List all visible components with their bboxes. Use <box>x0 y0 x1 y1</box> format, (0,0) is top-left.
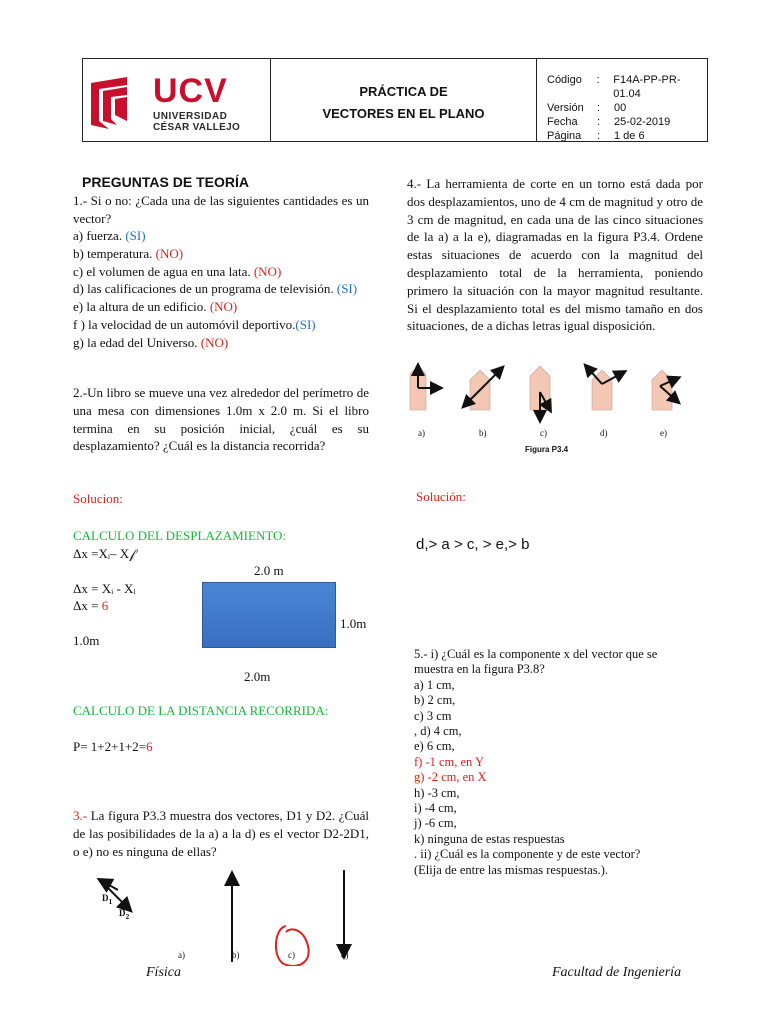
list-item: e) 6 cm, <box>414 739 455 754</box>
list-item: . ii) ¿Cuál es la componente y de este vector? <box>414 847 641 862</box>
footer-right: Facultad de Ingeniería <box>552 965 682 980</box>
title-line-1: PRÁCTICA DE <box>359 84 448 99</box>
logo-wordmark: UCV <box>153 72 228 110</box>
list-item: d) las calificaciones de un programa de televisión. (SI) <box>73 281 358 297</box>
meta-row-fecha: Fecha : 25-02-2019 <box>547 116 671 128</box>
title-line-2: VECTORES EN EL PLANO <box>322 106 485 121</box>
fig4-label-d: d) <box>600 428 608 438</box>
label-a: a) <box>178 950 185 960</box>
document-meta <box>547 73 707 143</box>
document-title <box>271 81 536 125</box>
dim-label-top: 2.0 m <box>254 563 284 578</box>
question-3: 3.- La figura P3.3 muestra dos vectores, D1 y D2. ¿Cuál de las posibilidades de la a) a la d) es el vector D2-2D1, o e) no es ninguna de ellas? <box>73 808 369 859</box>
list-item: c) 3 cm <box>414 708 452 723</box>
q2-solution-label: Solucion: <box>73 491 123 506</box>
label-b: b) <box>232 950 240 960</box>
list-item: f) -1 cm, en Y <box>414 754 484 769</box>
question-2: 2.-Un libro se mueve una vez alrededor del perímetro de una mesa con dimensiones 1.0m x 2.0 m. Si el libro termina en su posición inicial, ¿cuál es su desplazamiento? ¿Cuál es la distancia recorrida? <box>73 385 369 454</box>
q2-equation-1: Δx =Xᵢ– X𝒻 <box>73 546 135 561</box>
list-item: i) -4 cm, <box>414 801 457 816</box>
list-item: b) temperatura. (NO) <box>73 245 184 261</box>
fig4-label-c: c) <box>540 428 547 438</box>
list-item: a) 1 cm, <box>414 677 455 692</box>
list-item: 5.- i) ¿Cuál es la componente x del vector que se <box>414 647 658 661</box>
figure-caption: Figura P3.4 <box>525 445 569 454</box>
meta-row-pagina: Página : 1 de 6 <box>547 130 645 142</box>
question-4: 4.- La herramienta de corte en un torno está dada por dos desplazamientos, uno de 4 cm de magnitud y otro de 3 cm de magnitud, en cada una de las cinco situaciones de la a) a la e), diagramadas en la figura P3.4. Ordene estas situaciones de acuerdo con la magnitud del desplazamiento total de la herramienta, poniendo primero la situación con la mayor magnitud resultante. Si el desplazamiento total es del mismo tamaño en dos situaciones, de a dichas letras igual disposición. <box>407 176 703 334</box>
q2-equation-2: Δx = Xᵢ - Xᵢ <box>73 581 136 596</box>
figure-p3-4 <box>406 362 682 424</box>
label-d: d) <box>341 950 349 960</box>
logo-line-2: CÉSAR VALLEJO <box>153 122 241 133</box>
question-1: 1.- Si o no: ¿Cada una de las siguientes cantidades es un vector? <box>73 193 369 226</box>
list-item: h) -3 cm, <box>414 785 460 800</box>
list-item: e) la altura de un edificio. (NO) <box>73 299 238 315</box>
dim-label-left: 1.0m <box>73 633 100 648</box>
question-5 <box>414 647 657 878</box>
list-item: muestra en la figura P3.8? <box>414 662 545 677</box>
q4-answer: d,> a > c, > e,> b <box>416 536 530 553</box>
dim-label-right: 1.0m <box>340 616 367 631</box>
list-item: , d) 4 cm, <box>414 724 462 739</box>
list-item: c) el volumen de agua en una lata. (NO) <box>73 263 282 279</box>
dim-label-bottom: 2.0m <box>244 669 271 684</box>
q2-calc-distancia: CALCULO DE LA DISTANCIA RECORRIDA: <box>73 703 329 718</box>
ucv-logo-emblem <box>89 75 129 129</box>
section-title: PREGUNTAS DE TEORÍA <box>82 174 249 190</box>
fig4-label-a: a) <box>418 428 425 438</box>
footer-left: Física <box>146 965 181 980</box>
list-item: b) 2 cm, <box>414 693 456 708</box>
label-d1: $D_1$ <box>102 893 113 906</box>
q2-calc-desplazamiento: CALCULO DEL DESPLAZAMIENTO: <box>73 528 287 543</box>
label-d2: $D_2$ <box>119 908 130 921</box>
list-item: g) -2 cm, en X <box>414 770 487 785</box>
list-item: (Elija de entre las mismas respuestas.). <box>414 862 609 877</box>
fig4-label-b: b) <box>479 428 487 438</box>
logo-line-1: UNIVERSIDAD <box>153 111 228 122</box>
q4-solution-label: Solución: <box>416 489 466 504</box>
list-item: j) -6 cm, <box>414 816 457 831</box>
list-item: f ) la velocidad de un automóvil deportivo.(SI) <box>73 316 316 332</box>
fig4-label-e: e) <box>660 428 667 438</box>
meta-row-codigo: Código : F14A-PP-PR-01.04 <box>547 74 681 100</box>
list-item: k) ninguna de estas respuestas <box>414 831 565 846</box>
header-table <box>82 58 708 142</box>
q1-answers <box>73 227 373 352</box>
q2-equation-3: Δx = 6 <box>73 598 109 613</box>
q2-perimeter: P= 1+2+1+2=6 <box>73 739 153 754</box>
table-rectangle <box>202 582 336 648</box>
label-c: c) <box>288 950 295 960</box>
header-divider <box>536 59 537 141</box>
list-item: g) la edad del Universo. (NO) <box>73 334 229 350</box>
list-item: a) fuerza. (SI) <box>73 228 146 243</box>
meta-row-version: Versión : 00 <box>547 102 627 114</box>
